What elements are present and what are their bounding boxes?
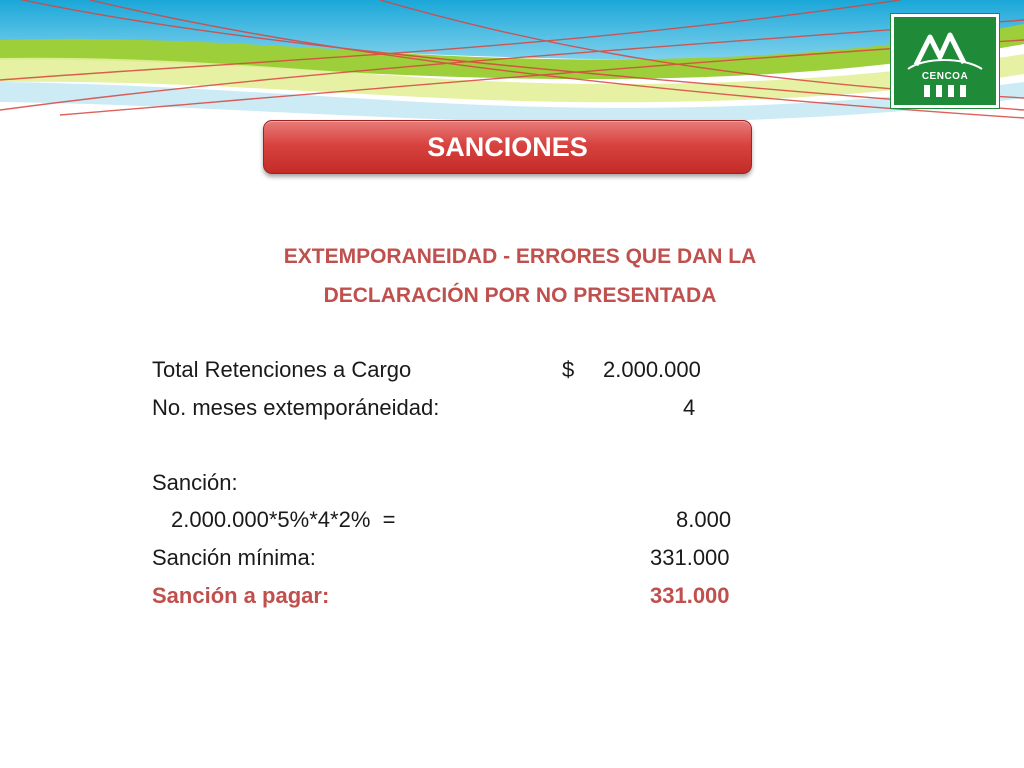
sanciones-title-button[interactable]: SANCIONES (263, 120, 752, 174)
subtitle-line-2: DECLARACIÓN POR NO PRESENTADA (323, 284, 717, 307)
subtitle-line-1: EXTEMPORANEIDAD - ERRORES QUE DAN LA (283, 245, 757, 268)
sancion-minima-value: 331.000 (650, 545, 730, 570)
currency-symbol: $ (562, 357, 575, 382)
logo-text: CENCOA (921, 71, 969, 82)
sancion-pagar-value: 331.000 (650, 583, 730, 608)
sancion-label: Sanción: (152, 470, 238, 495)
meses-label: No. meses extemporáneidad: (152, 395, 440, 420)
formula-value: 8.000 (676, 507, 732, 532)
meses-value: 4 (683, 395, 696, 420)
formula-label: 2.000.000*5%*4*2% = (171, 507, 396, 532)
sancion-pagar-label: Sanción a pagar: (152, 583, 330, 608)
sancion-minima-label: Sanción mínima: (152, 545, 316, 570)
total-retenciones-label: Total Retenciones a Cargo (152, 357, 412, 382)
total-retenciones-value: 2.000.000 (603, 357, 701, 382)
